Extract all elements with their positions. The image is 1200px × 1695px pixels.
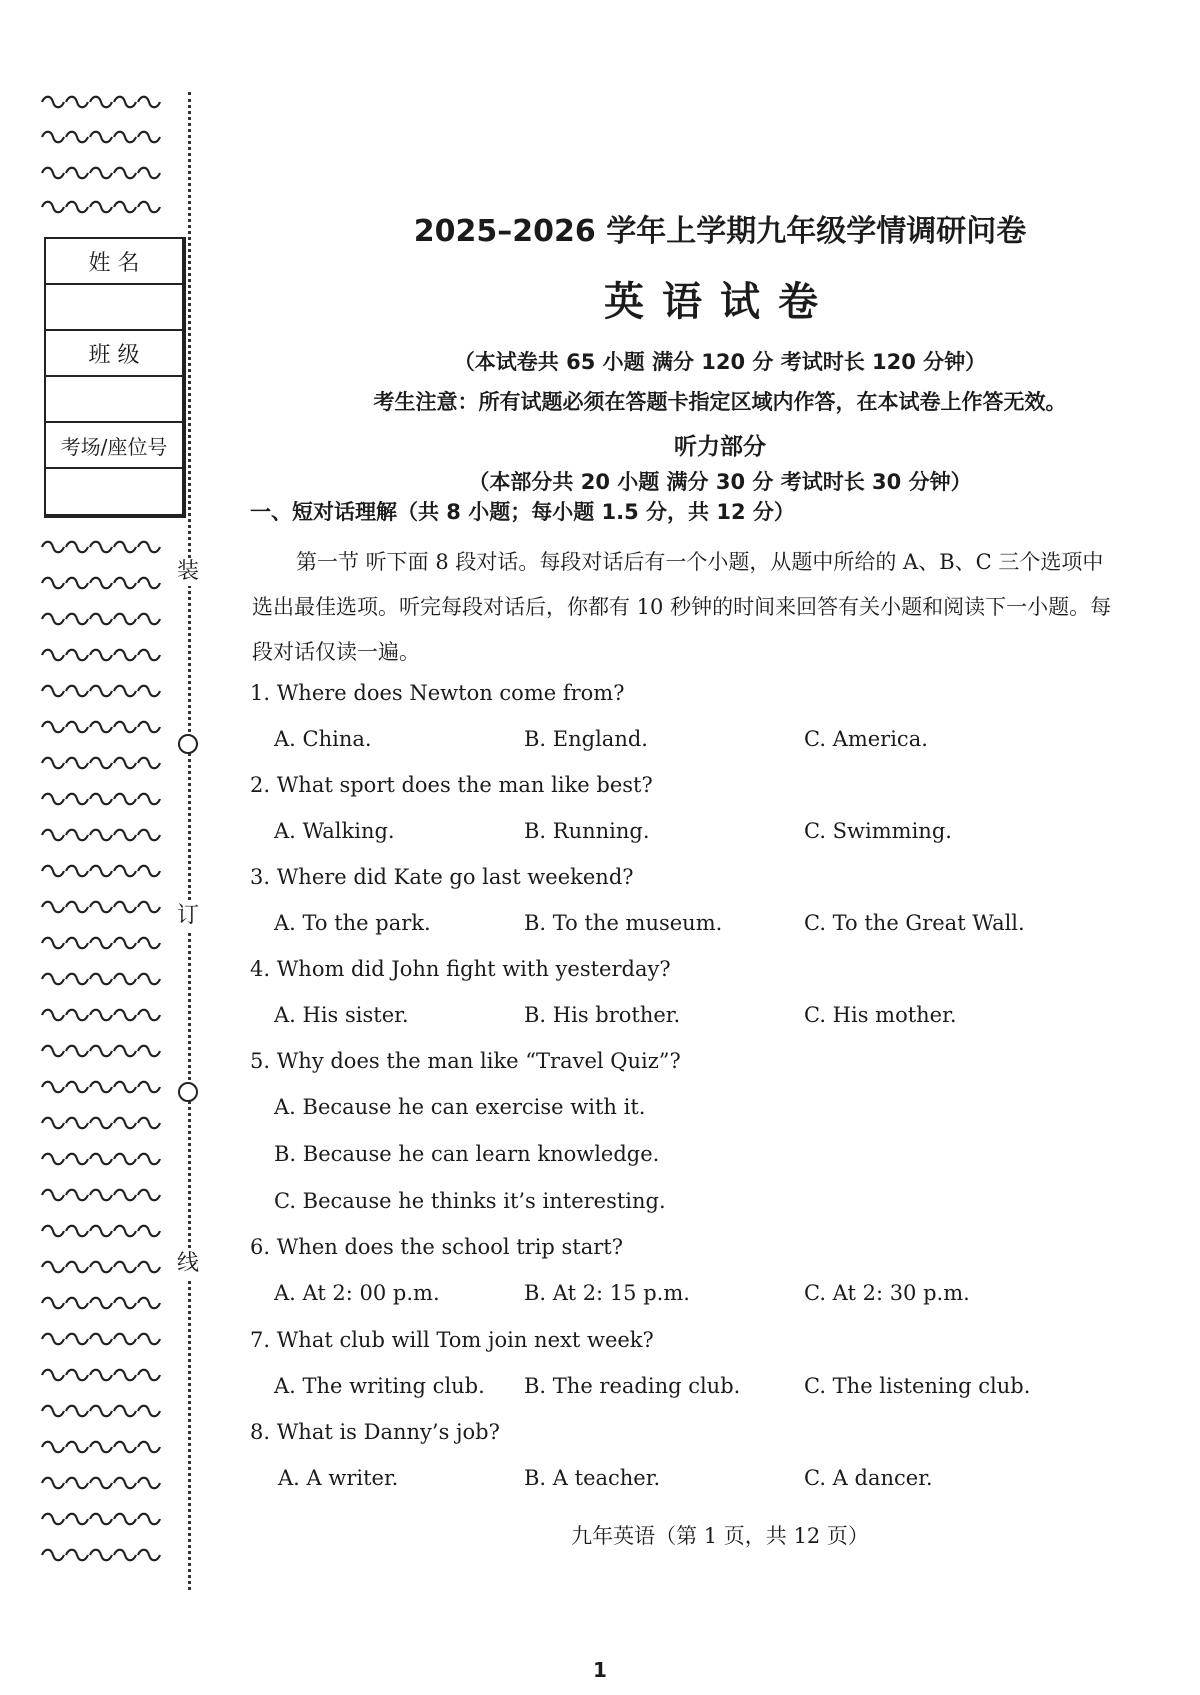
exam-info: （本试卷共 65 小题 满分 120 分 考试时长 120 分钟） bbox=[453, 350, 987, 374]
option-1c: C. America. bbox=[804, 727, 928, 751]
page-footer: 九年英语（第 1 页，共 12 页） bbox=[571, 1524, 869, 1548]
decorative-wave-row bbox=[40, 828, 170, 842]
option-6b: B. At 2: 15 p.m. bbox=[524, 1281, 690, 1305]
option-8b: B. A teacher. bbox=[524, 1466, 661, 1490]
option-1b: B. England. bbox=[524, 727, 648, 751]
exam-title: 2025–2026 学年上学期九年级学情调研问卷 bbox=[413, 214, 1027, 249]
option-6a: A. At 2: 00 p.m. bbox=[274, 1281, 440, 1305]
part-title: 听力部分 bbox=[674, 434, 766, 460]
decorative-wave-row bbox=[40, 1476, 170, 1490]
subject-title: 英语试卷 bbox=[604, 279, 836, 325]
decorative-wave-row bbox=[40, 1116, 170, 1130]
question-6: 6. When does the school trip start? bbox=[250, 1235, 624, 1259]
decorative-wave-row bbox=[40, 1512, 170, 1526]
question-1: 1. Where does Newton come from? bbox=[250, 681, 625, 705]
decorative-wave-row bbox=[40, 1368, 170, 1382]
option-8c: C. A dancer. bbox=[804, 1466, 933, 1490]
student-info-box bbox=[44, 237, 186, 518]
class-label: 班 级 bbox=[46, 331, 182, 377]
question-2: 2. What sport does the man like best? bbox=[250, 773, 653, 797]
decorative-wave-row bbox=[40, 1224, 170, 1238]
seat-field bbox=[46, 469, 182, 512]
decorative-wave-row bbox=[40, 612, 170, 626]
decorative-wave-row bbox=[40, 1548, 170, 1562]
decorative-wave-row bbox=[40, 1044, 170, 1058]
option-7b: B. The reading club. bbox=[524, 1374, 741, 1398]
decorative-wave-row bbox=[40, 1188, 170, 1202]
decorative-wave-row bbox=[40, 95, 170, 109]
question-3: 3. Where did Kate go last weekend? bbox=[250, 865, 634, 889]
binding-mark-xian: 线 bbox=[174, 1250, 202, 1278]
seat-label: 考场/座位号 bbox=[46, 423, 182, 469]
name-field bbox=[46, 285, 182, 331]
binding-dotted-line bbox=[188, 92, 191, 1590]
option-7a: A. The writing club. bbox=[274, 1374, 485, 1398]
binding-mark-ding: 订 bbox=[174, 902, 202, 930]
name-label: 姓 名 bbox=[46, 239, 182, 285]
decorative-wave-row bbox=[40, 936, 170, 950]
decorative-wave-row bbox=[40, 792, 170, 806]
decorative-wave-row bbox=[40, 720, 170, 734]
part-info: （本部分共 20 小题 满分 30 分 考试时长 30 分钟） bbox=[468, 470, 972, 494]
option-5a: A. Because he can exercise with it. bbox=[274, 1095, 646, 1119]
option-8a: A. A writer. bbox=[278, 1466, 399, 1490]
option-1a: A. China. bbox=[274, 727, 372, 751]
decorative-wave-row bbox=[40, 576, 170, 590]
decorative-wave-row bbox=[40, 130, 170, 144]
option-3b: B. To the museum. bbox=[524, 911, 723, 935]
option-3c: C. To the Great Wall. bbox=[804, 911, 1025, 935]
decorative-wave-row bbox=[40, 900, 170, 914]
question-8: 8. What is Danny’s job? bbox=[250, 1420, 500, 1444]
binding-circle bbox=[178, 734, 198, 754]
class-field bbox=[46, 377, 182, 423]
option-4b: B. His brother. bbox=[524, 1003, 681, 1027]
decorative-wave-row bbox=[40, 1404, 170, 1418]
option-6c: C. At 2: 30 p.m. bbox=[804, 1281, 970, 1305]
option-7c: C. The listening club. bbox=[804, 1374, 1031, 1398]
decorative-wave-row bbox=[40, 972, 170, 986]
decorative-wave-row bbox=[40, 166, 170, 180]
decorative-wave-row bbox=[40, 648, 170, 662]
option-4c: C. His mother. bbox=[804, 1003, 957, 1027]
decorative-wave-row bbox=[40, 1332, 170, 1346]
question-4: 4. Whom did John fight with yesterday? bbox=[250, 957, 671, 981]
section-instructions: 第一节 听下面 8 段对话。每段对话后有一个小题，从题中所给的 A、B、C 三个选项中选出最佳选项。听完每段对话后，你都有 10 秒钟的时间来回答有关小题和阅读下一小题。每段对话仅读一遍。 bbox=[252, 550, 1112, 664]
decorative-wave-row bbox=[40, 1260, 170, 1274]
decorative-wave-row bbox=[40, 1080, 170, 1094]
binding-circle bbox=[178, 1082, 198, 1102]
decorative-wave-row bbox=[40, 1296, 170, 1310]
option-2b: B. Running. bbox=[524, 819, 650, 843]
decorative-wave-row bbox=[40, 1152, 170, 1166]
decorative-wave-row bbox=[40, 1440, 170, 1454]
option-4a: A. His sister. bbox=[274, 1003, 409, 1027]
decorative-wave-row bbox=[40, 1008, 170, 1022]
decorative-wave-row bbox=[40, 864, 170, 878]
decorative-wave-row bbox=[40, 540, 170, 554]
exam-notice: 考生注意：所有试题必须在答题卡指定区域内作答，在本试卷上作答无效。 bbox=[373, 390, 1067, 414]
question-7: 7. What club will Tom join next week? bbox=[250, 1328, 654, 1352]
option-2c: C. Swimming. bbox=[804, 819, 952, 843]
binding-mark-zhuang: 装 bbox=[174, 558, 202, 586]
section-heading: 一、短对话理解（共 8 小题；每小题 1.5 分，共 12 分） bbox=[250, 500, 795, 524]
decorative-wave-row bbox=[40, 200, 170, 214]
decorative-wave-row bbox=[40, 756, 170, 770]
question-5: 5. Why does the man like “Travel Quiz”? bbox=[250, 1049, 681, 1073]
option-5b: B. Because he can learn knowledge. bbox=[274, 1142, 660, 1166]
option-3a: A. To the park. bbox=[274, 911, 431, 935]
page-number: 1 bbox=[593, 1658, 607, 1682]
decorative-wave-row bbox=[40, 684, 170, 698]
option-2a: A. Walking. bbox=[274, 819, 395, 843]
option-5c: C. Because he thinks it’s interesting. bbox=[274, 1189, 666, 1213]
